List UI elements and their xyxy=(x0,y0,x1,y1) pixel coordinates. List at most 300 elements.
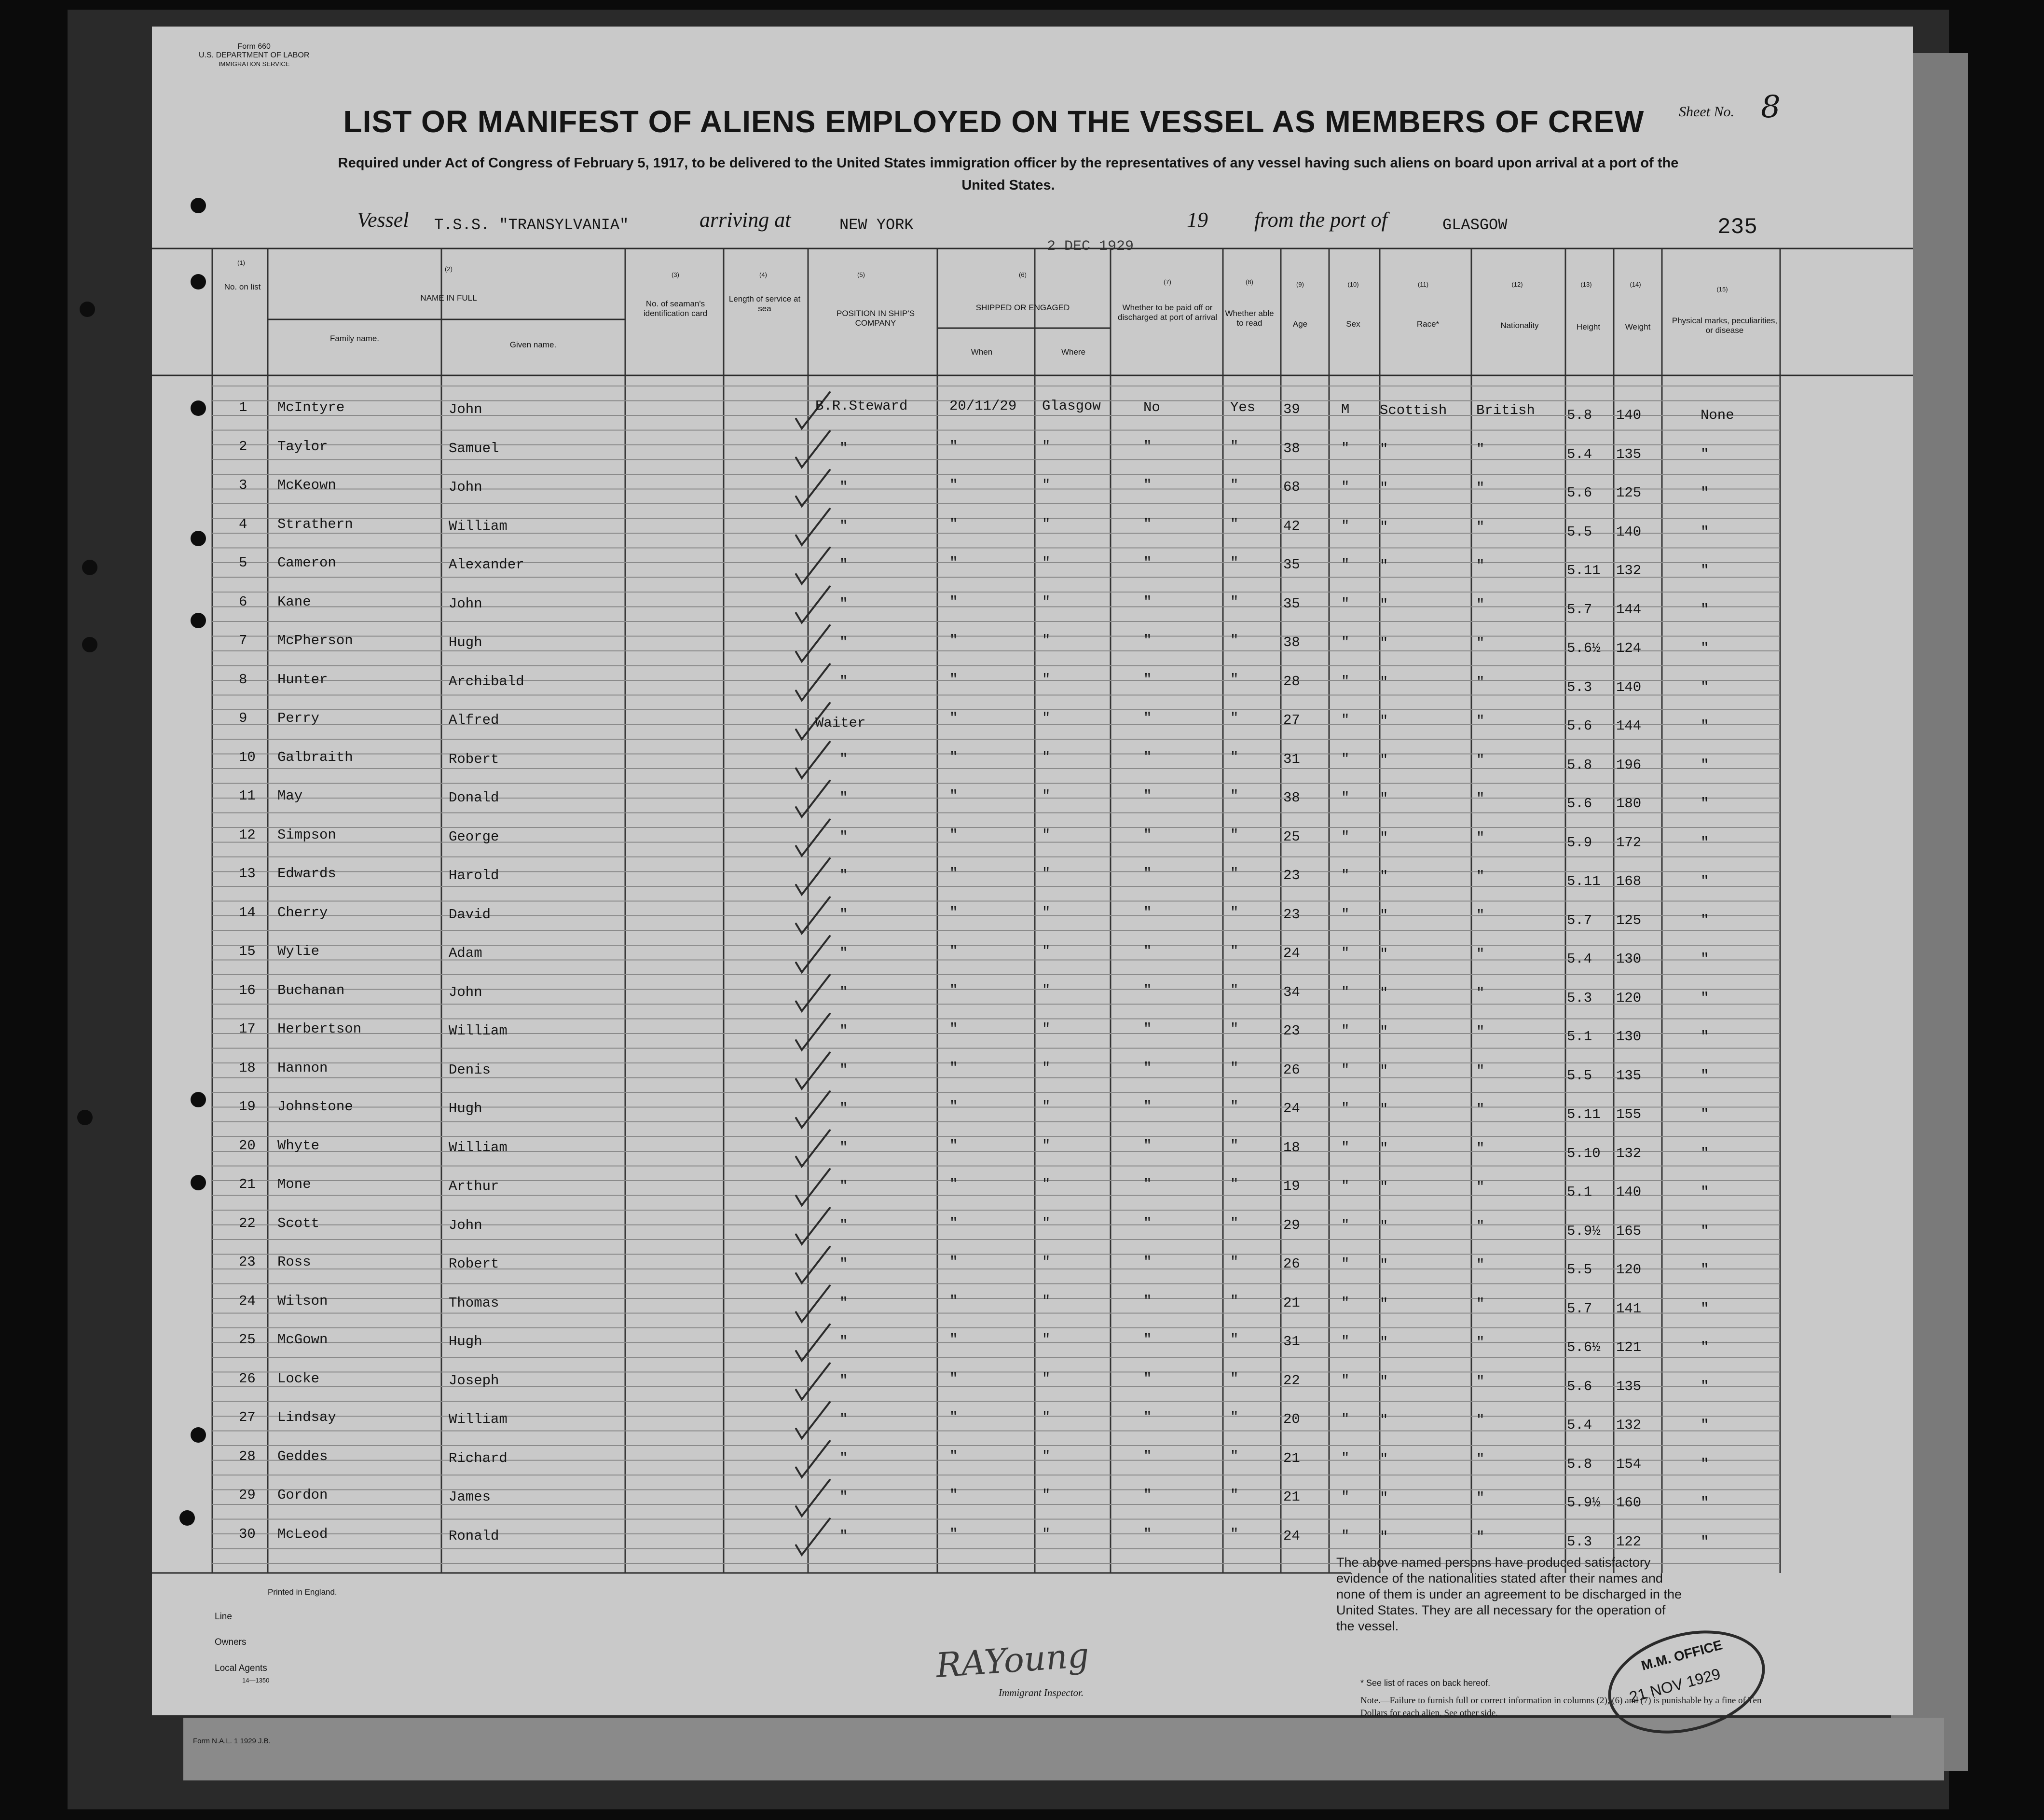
crew-race: " xyxy=(1380,1412,1388,1428)
col-shipped-header: SHIPPED OR ENGAGED xyxy=(975,303,1070,312)
crew-able-to-read: Yes xyxy=(1230,400,1256,415)
crew-sex: " xyxy=(1341,751,1350,767)
crew-weight: 140 xyxy=(1616,679,1642,695)
crew-given-name: Alfred xyxy=(449,712,499,728)
crew-given-name: William xyxy=(449,1139,508,1156)
fine-note: Note.—Failure to furnish full or correct information in columns (2), (6) and (7) is punishable by a fine of Ten Dollars for each alien. See other side. xyxy=(1360,1696,1762,1718)
punch-hole xyxy=(191,1427,206,1443)
crew-height: 5.1 xyxy=(1567,1184,1592,1200)
arrival-date-stamp: 2 DEC 1929 xyxy=(1047,238,1134,255)
certification-stamp: The above named persons have produced satisfactory evidence of the nationalities stated after their names and none of them is under an agreement to be discharged in the United States. They are all necessary for the operation of the vessel. xyxy=(1336,1555,1682,1633)
crew-when: " xyxy=(949,1176,958,1192)
crew-where: " xyxy=(1042,1021,1051,1037)
crew-family-name: Locke xyxy=(277,1370,320,1387)
crew-family-name: Kane xyxy=(277,593,311,610)
crew-sex: " xyxy=(1341,634,1350,650)
crew-physical-marks: " xyxy=(1701,796,1709,812)
crew-age: 23 xyxy=(1283,906,1300,923)
crew-nationality: " xyxy=(1476,1257,1485,1273)
race-note: * See list of races on back hereof. xyxy=(1360,1678,1491,1688)
crew-age: 68 xyxy=(1283,479,1300,495)
crew-nationality: " xyxy=(1476,946,1485,962)
crew-nationality: " xyxy=(1476,713,1485,729)
crew-race: " xyxy=(1380,1102,1388,1117)
crew-position-ditto: " xyxy=(839,828,848,845)
crew-race: " xyxy=(1380,558,1388,574)
crew-given-name: Hugh xyxy=(449,1334,482,1350)
page-title: LIST OR MANIFEST OF ALIENS EMPLOYED ON THE VESSEL AS MEMBERS OF CREW xyxy=(343,104,1645,139)
crew-race: " xyxy=(1380,1218,1388,1234)
crew-able-to-read: " xyxy=(1230,1293,1239,1309)
crew-family-name: Taylor xyxy=(277,438,328,455)
crew-when: " xyxy=(949,904,958,921)
col-weight-header: Weight xyxy=(1625,322,1651,331)
crew-number: 29 xyxy=(239,1487,256,1503)
punch-hole xyxy=(191,198,206,213)
crew-physical-marks: " xyxy=(1701,446,1709,462)
vessel-name: T.S.S. "TRANSYLVANIA" xyxy=(434,216,629,234)
crew-when: " xyxy=(949,866,958,882)
crew-given-name: John xyxy=(449,595,482,612)
crew-nationality: " xyxy=(1476,1529,1485,1545)
crew-weight: 135 xyxy=(1616,446,1642,462)
crew-nationality: " xyxy=(1476,674,1485,690)
crew-when: " xyxy=(949,633,958,648)
crew-race: Scottish xyxy=(1380,402,1447,418)
crew-age: 38 xyxy=(1283,440,1300,456)
col-no-header: No. on list xyxy=(224,282,261,291)
crew-number: 23 xyxy=(239,1254,256,1270)
col-family-header: Family name. xyxy=(329,334,380,343)
crew-sex: M xyxy=(1341,401,1350,417)
vessel-label: Vessel xyxy=(357,208,409,232)
crew-height: 5.9½ xyxy=(1567,1495,1601,1511)
crew-position-ditto: " xyxy=(839,1062,848,1078)
col-given-header: Given name. xyxy=(509,340,557,349)
crew-position-ditto: " xyxy=(839,1101,848,1117)
crew-height: 5.6 xyxy=(1567,796,1592,812)
col-name-header: NAME IN FULL xyxy=(420,293,477,303)
crew-position-ditto: " xyxy=(839,595,848,612)
crew-nationality: " xyxy=(1476,480,1485,496)
crew-where: " xyxy=(1042,866,1051,882)
crew-sex: " xyxy=(1341,1295,1350,1311)
crew-when: " xyxy=(949,1409,958,1425)
crew-position-ditto: " xyxy=(839,518,848,534)
crew-weight: 140 xyxy=(1616,407,1642,423)
crew-given-name: Archibald xyxy=(449,673,524,689)
crew-where: " xyxy=(1042,671,1051,688)
crew-height: 5.11 xyxy=(1567,563,1601,579)
crew-race: " xyxy=(1380,1335,1388,1351)
crew-where: " xyxy=(1042,1060,1051,1076)
crew-nationality: " xyxy=(1476,1373,1485,1390)
crew-weight: 120 xyxy=(1616,1262,1642,1278)
crew-position-ditto: " xyxy=(839,1256,848,1272)
crew-able-to-read: " xyxy=(1230,633,1239,648)
crew-family-name: Hunter xyxy=(277,671,328,688)
crew-paid-off: " xyxy=(1143,1099,1152,1115)
crew-family-name: Wilson xyxy=(277,1293,328,1309)
crew-height: 5.7 xyxy=(1567,1300,1592,1317)
crew-number: 3 xyxy=(239,477,247,493)
page-subtitle: Required under Act of Congress of February 5, 1917, to be delivered to the United States immigration officer by the representatives of any vessel having such aliens on board upon arrival at a port of the United States. xyxy=(338,155,1679,193)
crew-physical-marks: " xyxy=(1701,1223,1709,1239)
crew-given-name: George xyxy=(449,828,499,845)
crew-age: 19 xyxy=(1283,1178,1300,1194)
crew-given-name: Joseph xyxy=(449,1372,499,1389)
crew-number: 28 xyxy=(239,1448,256,1464)
crew-when: " xyxy=(949,671,958,688)
crew-able-to-read: " xyxy=(1230,749,1239,765)
crew-position-ditto: " xyxy=(839,868,848,883)
sheet-label: Sheet No. xyxy=(1679,104,1734,120)
crew-height: 5.7 xyxy=(1567,912,1592,928)
crew-age: 38 xyxy=(1283,790,1300,806)
crew-given-name: Harold xyxy=(449,868,499,883)
crew-nationality: " xyxy=(1476,1179,1485,1195)
crew-weight: 130 xyxy=(1616,1029,1642,1045)
crew-nationality: " xyxy=(1476,558,1485,574)
crew-family-name: May xyxy=(277,788,303,804)
crew-age: 21 xyxy=(1283,1295,1300,1311)
crew-race: " xyxy=(1380,441,1388,457)
col-paidoff-header: Whether to be paid off or discharged at port of arrival xyxy=(1118,303,1217,322)
crew-sex: " xyxy=(1341,828,1350,845)
col15-num: (15) xyxy=(1716,286,1728,293)
crew-paid-off: " xyxy=(1143,1060,1152,1076)
crew-position-ditto: " xyxy=(839,1217,848,1233)
crew-number: 19 xyxy=(239,1099,256,1115)
crew-physical-marks: " xyxy=(1701,718,1709,734)
crew-nationality: " xyxy=(1476,1024,1485,1040)
crew-sex: " xyxy=(1341,945,1350,961)
crew-position-ditto: " xyxy=(839,906,848,923)
crew-paid-off: No xyxy=(1143,400,1160,415)
owners-label: Owners xyxy=(215,1637,247,1647)
crew-where: " xyxy=(1042,593,1051,610)
crew-family-name: Simpson xyxy=(277,827,336,843)
crew-physical-marks: " xyxy=(1701,1300,1709,1317)
crew-physical-marks: " xyxy=(1701,873,1709,889)
crew-number: 12 xyxy=(239,827,256,843)
crew-nationality: " xyxy=(1476,869,1485,884)
crew-nationality: " xyxy=(1476,829,1485,846)
col10-num: (10) xyxy=(1347,281,1359,288)
col11-num: (11) xyxy=(1417,281,1429,288)
crew-family-name: Buchanan xyxy=(277,982,345,998)
crew-number: 4 xyxy=(239,516,247,532)
crew-able-to-read: " xyxy=(1230,1099,1239,1115)
crew-family-name: McPherson xyxy=(277,633,353,648)
crew-family-name: Edwards xyxy=(277,866,336,882)
crew-paid-off: " xyxy=(1143,1137,1152,1154)
crew-height: 5.6 xyxy=(1567,718,1592,734)
inspector-signature: RAYoung xyxy=(934,1635,1091,1685)
agents-code: 14—1350 xyxy=(242,1677,270,1684)
crew-age: 24 xyxy=(1283,1101,1300,1117)
col8-num: (8) xyxy=(1246,278,1253,286)
crew-family-name: Strathern xyxy=(277,516,353,532)
crew-position: Waiter xyxy=(815,715,866,731)
crew-number: 30 xyxy=(239,1526,256,1542)
crew-when: " xyxy=(949,982,958,998)
crew-height: 5.8 xyxy=(1567,1456,1592,1472)
crew-able-to-read: " xyxy=(1230,555,1239,571)
crew-position-ditto: " xyxy=(839,1450,848,1466)
crew-given-name: John xyxy=(449,479,482,495)
crew-age: 31 xyxy=(1283,751,1300,767)
crew-age: 39 xyxy=(1283,401,1300,417)
crew-position-ditto: " xyxy=(839,1372,848,1389)
crew-when: " xyxy=(949,555,958,571)
crew-given-name: John xyxy=(449,984,482,1000)
crew-nationality: " xyxy=(1476,1296,1485,1312)
crew-when: " xyxy=(949,1370,958,1387)
crew-paid-off: " xyxy=(1143,1332,1152,1348)
crew-nationality: " xyxy=(1476,519,1485,535)
crew-family-name: Wylie xyxy=(277,943,320,959)
crew-able-to-read: " xyxy=(1230,593,1239,610)
crew-able-to-read: " xyxy=(1230,1448,1239,1464)
crew-when: " xyxy=(949,1293,958,1309)
crew-able-to-read: " xyxy=(1230,1254,1239,1270)
crew-paid-off: " xyxy=(1143,1215,1152,1231)
crew-number: 21 xyxy=(239,1176,256,1192)
crew-able-to-read: " xyxy=(1230,827,1239,843)
crew-number: 22 xyxy=(239,1215,256,1231)
crew-physical-marks: " xyxy=(1701,1184,1709,1200)
crew-given-name: Hugh xyxy=(449,634,482,650)
crew-paid-off: " xyxy=(1143,1176,1152,1192)
crew-paid-off: " xyxy=(1143,1448,1152,1464)
crew-position-ditto: " xyxy=(839,945,848,961)
crew-height: 5.10 xyxy=(1567,1145,1601,1161)
crew-given-name: Hugh xyxy=(449,1101,482,1117)
crew-position-ditto: " xyxy=(839,1295,848,1311)
sheet-number: 8 xyxy=(1761,89,1781,125)
crew-age: 27 xyxy=(1283,712,1300,728)
crew-number: 1 xyxy=(239,400,247,415)
crew-physical-marks: " xyxy=(1701,990,1709,1006)
crew-number: 11 xyxy=(239,788,256,804)
crew-nationality: " xyxy=(1476,1335,1485,1351)
crew-weight: 141 xyxy=(1616,1300,1642,1317)
crew-able-to-read: " xyxy=(1230,1409,1239,1425)
crew-weight: 130 xyxy=(1616,951,1642,967)
crew-family-name: Herbertson xyxy=(277,1021,362,1037)
crew-race: " xyxy=(1380,791,1388,807)
crew-weight: 155 xyxy=(1616,1106,1642,1122)
crew-sex: " xyxy=(1341,712,1350,728)
crew-where: " xyxy=(1042,438,1051,455)
crew-given-name: Samuel xyxy=(449,440,499,456)
col-where-header: Where xyxy=(1061,347,1086,357)
crew-able-to-read: " xyxy=(1230,1370,1239,1387)
crew-physical-marks: " xyxy=(1701,1456,1709,1472)
crew-weight: 125 xyxy=(1616,912,1642,928)
crew-when: " xyxy=(949,749,958,765)
punch-hole xyxy=(191,400,206,416)
crew-number: 10 xyxy=(239,749,256,765)
crew-nationality: " xyxy=(1476,1102,1485,1117)
crew-able-to-read: " xyxy=(1230,671,1239,688)
line-label: Line xyxy=(215,1612,232,1622)
inspector-label: Immigrant Inspector. xyxy=(999,1687,1084,1698)
crew-sex: " xyxy=(1341,557,1350,573)
crew-race: " xyxy=(1380,596,1388,613)
crew-height: 5.3 xyxy=(1567,990,1592,1006)
crew-physical-marks: " xyxy=(1701,679,1709,695)
crew-able-to-read: " xyxy=(1230,1332,1239,1348)
crew-physical-marks: " xyxy=(1701,1067,1709,1084)
crew-height: 5.5 xyxy=(1567,1262,1592,1278)
crew-when: " xyxy=(949,516,958,532)
crew-when: " xyxy=(949,1021,958,1037)
crew-able-to-read: " xyxy=(1230,1137,1239,1154)
crew-height: 5.6 xyxy=(1567,485,1592,501)
crew-sex: " xyxy=(1341,1411,1350,1427)
punch-hole xyxy=(82,637,97,652)
crew-given-name: Thomas xyxy=(449,1295,499,1311)
crew-weight: 160 xyxy=(1616,1495,1642,1511)
crew-where: " xyxy=(1042,1215,1051,1231)
crew-paid-off: " xyxy=(1143,555,1152,571)
crew-family-name: McGown xyxy=(277,1332,328,1348)
crew-position-ditto: " xyxy=(839,1528,848,1544)
crew-physical-marks: " xyxy=(1701,563,1709,579)
crew-position-ditto: " xyxy=(839,1411,848,1427)
crew-race: " xyxy=(1380,869,1388,884)
crew-family-name: Perry xyxy=(277,710,320,726)
crew-weight: 135 xyxy=(1616,1067,1642,1084)
crew-race: " xyxy=(1380,1024,1388,1040)
crew-race: " xyxy=(1380,907,1388,924)
crew-race: " xyxy=(1380,829,1388,846)
crew-height: 5.3 xyxy=(1567,1533,1592,1550)
crew-position-ditto: " xyxy=(839,440,848,456)
crew-race: " xyxy=(1380,1257,1388,1273)
punch-hole xyxy=(82,560,97,575)
crew-paid-off: " xyxy=(1143,1487,1152,1503)
arriving-label: arriving at xyxy=(700,208,791,232)
crew-when: " xyxy=(949,477,958,493)
punch-hole xyxy=(179,1510,195,1526)
crew-physical-marks: " xyxy=(1701,1417,1709,1433)
crew-nationality: " xyxy=(1476,441,1485,457)
stamp-office: M.M. OFFICE xyxy=(1639,1637,1724,1673)
crew-height: 5.6½ xyxy=(1567,1339,1601,1355)
crew-age: 26 xyxy=(1283,1256,1300,1272)
crew-paid-off: " xyxy=(1143,749,1152,765)
crew-family-name: Hannon xyxy=(277,1060,328,1076)
crew-where: " xyxy=(1042,633,1051,648)
crew-physical-marks: " xyxy=(1701,951,1709,967)
crew-sex: " xyxy=(1341,595,1350,612)
crew-given-name: Denis xyxy=(449,1062,491,1078)
crew-given-name: William xyxy=(449,518,508,534)
col14-num: (14) xyxy=(1630,281,1641,288)
crew-weight: 120 xyxy=(1616,990,1642,1006)
crew-paid-off: " xyxy=(1143,671,1152,688)
crew-weight: 140 xyxy=(1616,524,1642,540)
crew-family-name: Scott xyxy=(277,1215,320,1231)
col-marks-header: Physical marks, peculiarities, or disease xyxy=(1672,316,1778,335)
crew-given-name: John xyxy=(449,401,482,417)
crew-able-to-read: " xyxy=(1230,866,1239,882)
crew-race: " xyxy=(1380,1529,1388,1545)
crew-paid-off: " xyxy=(1143,633,1152,648)
crew-paid-off: " xyxy=(1143,827,1152,843)
crew-able-to-read: " xyxy=(1230,1487,1239,1503)
crew-family-name: Gordon xyxy=(277,1487,328,1503)
crew-paid-off: " xyxy=(1143,477,1152,493)
crew-family-name: Johnstone xyxy=(277,1099,353,1115)
crew-age: 35 xyxy=(1283,595,1300,612)
crew-height: 5.7 xyxy=(1567,601,1592,618)
crew-nationality: " xyxy=(1476,1490,1485,1506)
crew-weight: 132 xyxy=(1616,1417,1642,1433)
crew-weight: 196 xyxy=(1616,757,1642,773)
crew-when: " xyxy=(949,593,958,610)
crew-given-name: Ronald xyxy=(449,1528,499,1544)
crew-given-name: Arthur xyxy=(449,1178,499,1194)
page-number: 235 xyxy=(1717,215,1757,240)
crew-weight: 168 xyxy=(1616,873,1642,889)
crew-height: 5.11 xyxy=(1567,1106,1601,1122)
crew-paid-off: " xyxy=(1143,438,1152,455)
crew-family-name: McIntyre xyxy=(277,400,345,415)
crew-paid-off: " xyxy=(1143,904,1152,921)
crew-when: " xyxy=(949,1487,958,1503)
crew-nationality: " xyxy=(1476,752,1485,768)
crew-position-ditto: " xyxy=(839,1023,848,1039)
crew-race: " xyxy=(1380,674,1388,690)
crew-able-to-read: " xyxy=(1230,788,1239,804)
crew-weight: 132 xyxy=(1616,1145,1642,1161)
crew-nationality: " xyxy=(1476,791,1485,807)
crew-given-name: Adam xyxy=(449,945,482,961)
crew-weight: 154 xyxy=(1616,1456,1642,1472)
crew-height: 5.3 xyxy=(1567,679,1592,695)
crew-number: 14 xyxy=(239,904,256,921)
crew-paid-off: " xyxy=(1143,943,1152,959)
crew-age: 23 xyxy=(1283,868,1300,883)
year-label: 19 xyxy=(1187,208,1208,232)
crew-family-name: Geddes xyxy=(277,1448,328,1464)
crew-where: " xyxy=(1042,982,1051,998)
crew-race: " xyxy=(1380,752,1388,768)
crew-where: " xyxy=(1042,555,1051,571)
crew-where: " xyxy=(1042,1254,1051,1270)
crew-given-name: William xyxy=(449,1411,508,1427)
col13-num: (13) xyxy=(1580,281,1592,288)
crew-family-name: Cherry xyxy=(277,904,328,921)
crew-race: " xyxy=(1380,1451,1388,1467)
crew-weight: 180 xyxy=(1616,796,1642,812)
crew-family-name: Ross xyxy=(277,1254,311,1270)
crew-able-to-read: " xyxy=(1230,710,1239,726)
punch-hole xyxy=(191,613,206,628)
crew-number: 13 xyxy=(239,866,256,882)
col-race-header: Race* xyxy=(1416,319,1440,329)
stamp-date: 21 NOV 1929 xyxy=(1627,1665,1723,1706)
crew-where: " xyxy=(1042,1293,1051,1309)
crew-given-name: Robert xyxy=(449,751,499,767)
crew-race: " xyxy=(1380,1179,1388,1195)
crew-number: 16 xyxy=(239,982,256,998)
crew-position-ditto: " xyxy=(839,790,848,806)
